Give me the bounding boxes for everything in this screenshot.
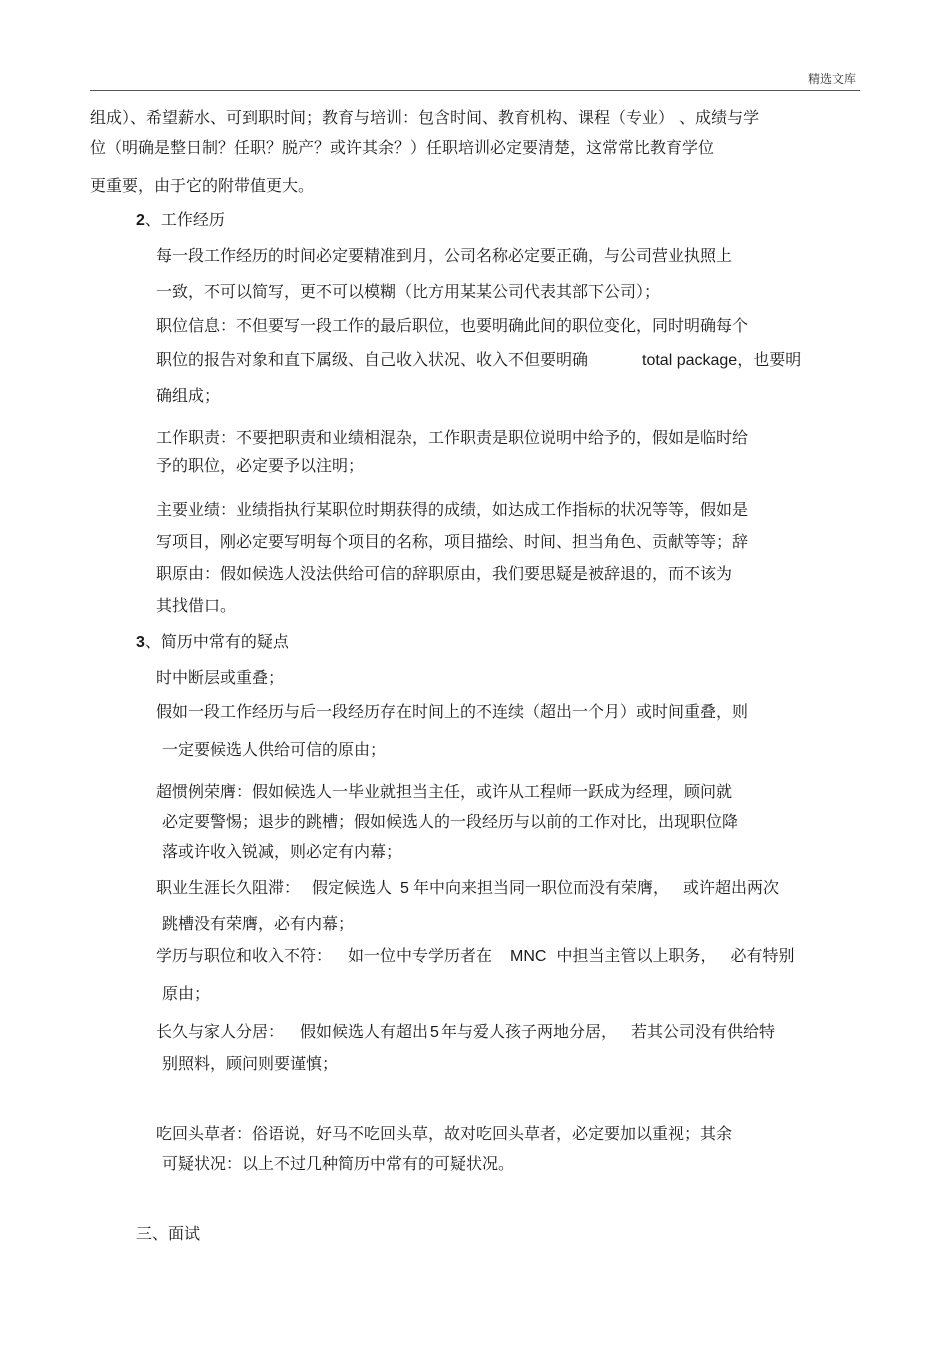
section-number: 2 <box>136 212 145 229</box>
text-span: 职位的报告对象和直下属级、自己收入状况、收入不但要明确 <box>156 350 589 369</box>
text-line: 超惯例荣膺：假如候选人一毕业就担当主任，或许从工程师一跃成为经理，顾问就 <box>156 782 733 801</box>
text-line: 职原由：假如候选人没法供给可信的辞职原由，我们要思疑是被辞退的，而不该为 <box>156 564 733 583</box>
text-span: 年与爱人孩子两地分居， <box>440 1022 617 1041</box>
text-line: 写项目，刚必定要写明每个项目的名称，项目描绘、时间、担当角色、贡献等等；辞 <box>156 532 749 551</box>
text-line: 职位信息：不但要写一段工作的最后职位，也要明确此间的职位变化，同时明确每个 <box>156 316 749 335</box>
text-line: 确组成； <box>156 386 221 405</box>
section-heading: 三、面试 <box>136 1224 201 1243</box>
text-line: 可疑状况：以上不过几种简历中常有的可疑状况。 <box>162 1154 515 1173</box>
section-title: 、简历中常有的疑点 <box>144 632 289 651</box>
text-span: 中担当主管以上职务， <box>556 946 717 965</box>
text-span: 或许超出两次 <box>682 878 779 897</box>
section-title: 、工作经历 <box>144 210 225 229</box>
text-line: 其找借口。 <box>156 596 237 615</box>
text-line: 位（明确是整日制？任职？脱产？或许其余？）任职培训必定要清楚，这常常比教育学位 <box>90 138 715 157</box>
text-span: 如一位中专学历者在 <box>348 946 493 965</box>
text-span: 长久与家人分居： <box>156 1022 285 1041</box>
text-span: 若其公司没有供给特 <box>630 1022 775 1041</box>
text-span: 职业生涯长久阻滞： <box>156 878 301 897</box>
section-number: 3 <box>136 634 145 651</box>
text-line: 组成）、希望薪水、可到职时间；教育与培训：包含时间、教育机构、课程（专业） 、成绩与学 <box>90 108 760 127</box>
text-span: MNC <box>510 948 547 965</box>
text-line: 一定要候选人供给可信的原由； <box>162 740 387 759</box>
text-line: 原由； <box>162 984 211 1003</box>
text-line <box>156 1022 775 1043</box>
text-span: 5 <box>400 880 409 897</box>
text-line: 予的职位，必定要予以注明； <box>156 456 365 475</box>
text-line: 时中断层或重叠； <box>156 668 285 687</box>
text-span: 年中向来担当同一职位而没有荣膺， <box>412 878 669 897</box>
text-line: 一致，不可以简写，更不可以模糊（比方用某某公司代表其部下公司）； <box>156 282 661 301</box>
text-line: 更重要，由于它的附带值更大。 <box>90 176 315 195</box>
text-line: 落或许收入锐减，则必定有内幕； <box>162 842 403 861</box>
text-line: 工作职责：不要把职责和业绩相混杂，工作职责是职位说明中给予的，假如是临时给 <box>156 428 749 447</box>
text-line <box>156 878 779 899</box>
section-heading <box>136 632 289 653</box>
text-span: 假定候选人 <box>312 878 393 897</box>
text-line: 别照料，顾问则要谨慎； <box>162 1054 339 1073</box>
text-span: 假如候选人有超出 <box>300 1022 429 1041</box>
section-heading <box>136 210 225 231</box>
text-span: 学历与职位和收入不符： <box>156 946 333 965</box>
text-line: 吃回头草者：俗语说，好马不吃回头草，故对吃回头草者，必定要加以重视；其余 <box>156 1124 733 1143</box>
text-span: 5 <box>430 1024 439 1041</box>
text-span: ，也要明 <box>737 350 802 369</box>
text-line: 每一段工作经历的时间必定要精准到月，公司名称必定要正确，与公司营业执照上 <box>156 246 733 265</box>
text-line: 主要业绩：业绩指执行某职位时期获得的成绩，如达成工作指标的状况等等，假如是 <box>156 500 749 519</box>
text-line <box>156 350 801 371</box>
text-line: 必定要警惕；退步的跳槽；假如候选人的一段经历与以前的工作对比，出现职位降 <box>162 812 739 831</box>
text-line <box>156 946 795 967</box>
text-line: 假如一段工作经历与后一段经历存在时间上的不连续（超出一个月）或时间重叠，则 <box>156 702 749 721</box>
header-rule <box>90 90 860 91</box>
text-line: 跳槽没有荣膺，必有内幕； <box>162 914 355 933</box>
text-span: 必有特别 <box>730 946 795 965</box>
text-span: total package <box>642 352 738 369</box>
header-label: 精选文库 <box>807 72 856 86</box>
